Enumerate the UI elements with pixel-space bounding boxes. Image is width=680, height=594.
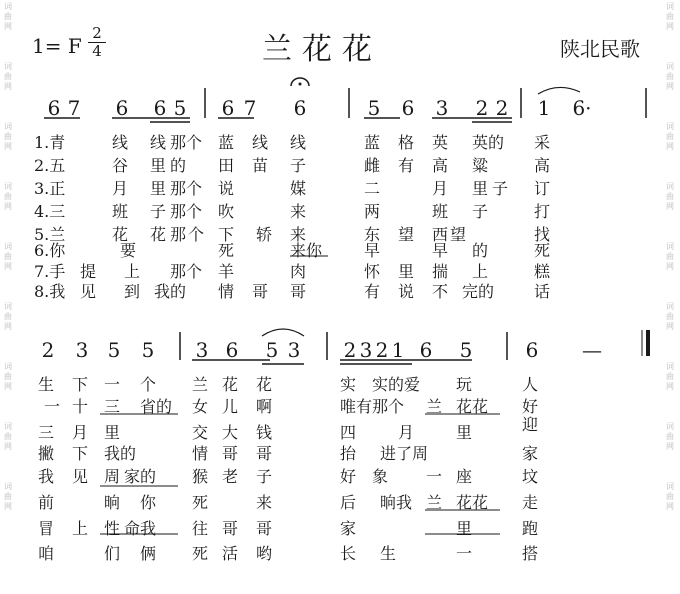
lyric-syllable: 订 (534, 179, 551, 198)
lyric-syllable: 实的爱 (372, 375, 421, 394)
lyric-syllable: 西 (432, 225, 449, 244)
lyric-syllable: 说 (398, 282, 415, 301)
lyric-syllable: 跑 (522, 519, 539, 538)
note: 1 (391, 338, 405, 362)
lyric-syllable: 见 (72, 467, 89, 486)
lyric-syllable: 高 (432, 156, 449, 175)
lyric-syllable: 羊 (218, 262, 235, 281)
lyric-syllable: 苗 (252, 156, 269, 175)
lyric-syllable: 活 (222, 544, 239, 563)
lyric-syllable: 老 (222, 467, 239, 486)
lyric-syllable: 我的 (104, 444, 137, 463)
lyric-syllable: 前 (38, 493, 55, 512)
note: 5 (459, 338, 473, 362)
lyric-syllable: 生 (38, 375, 55, 394)
note: 2 (375, 338, 389, 362)
lyric-syllable: 实 (340, 375, 357, 394)
lyric-syllable: 糕 (534, 262, 551, 281)
lyric-syllable: 死 (192, 544, 209, 563)
lyric-syllable: 交 (192, 423, 209, 442)
lyric-syllable: 轿 (256, 225, 273, 244)
lyric-syllable: 有 (364, 282, 381, 301)
lyric-syllable: 上 (72, 519, 89, 538)
lyric-syllable: 里 (456, 519, 473, 538)
lyric-syllable: 两 (364, 202, 381, 221)
lyric-syllable: 上 (124, 262, 141, 281)
lyric-syllable: 线 (150, 133, 167, 152)
lyric-syllable: 里 (472, 179, 489, 198)
lyric-syllable: 望 (398, 225, 415, 244)
lyric-syllable: 哟 (256, 544, 273, 563)
lyric-syllable: 里 (150, 156, 167, 175)
lyric-syllable: 十 (72, 397, 89, 416)
lyric-syllable: 死 (534, 241, 551, 260)
lyric-syllable: 4.三 (34, 202, 66, 221)
lyric-syllable: 早 (432, 241, 449, 260)
lyric-syllable: 一 (104, 375, 121, 394)
lyric-syllable: 下 (72, 375, 89, 394)
lyric-syllable: 谷 (112, 156, 129, 175)
lyric-syllable: 子 (290, 156, 307, 175)
lyric-syllable: 玩 (456, 375, 473, 394)
lyric-syllable: 那 (170, 225, 187, 244)
lyric-syllable: 里 (104, 423, 121, 442)
lyric-syllable: 班 (112, 202, 129, 221)
watermark-right: 词曲网 词曲网 词曲网 词曲网 词曲网 词曲网 词曲网 词曲网 词曲网 (666, 2, 674, 511)
lyric-syllable: 说 (218, 179, 235, 198)
lyric-syllable: 早 (364, 241, 381, 260)
lyric-syllable: 命我 (124, 519, 157, 538)
lyric-syllable: 象 (372, 467, 389, 486)
lyric-syllable: 长 (340, 544, 357, 563)
lyric-syllable: 二 (364, 179, 381, 198)
lyric-syllable: 兰 (192, 375, 209, 394)
lyric-syllable: 怀 (364, 262, 381, 281)
note: 2 (475, 96, 489, 120)
lyric-syllable: 家 (340, 519, 357, 538)
lyric-syllable: 月 (398, 423, 415, 442)
note: 1 (537, 96, 551, 120)
lyric-syllable: 肉 (290, 262, 307, 281)
lyric-syllable: 哥 (256, 444, 273, 463)
song-title: 兰花花 (262, 32, 382, 67)
lyric-syllable: 啊 (256, 397, 273, 416)
lyric-syllable: 哥 (252, 282, 269, 301)
note: 3 (195, 338, 209, 362)
lyric-syllable: 兰 (426, 397, 443, 416)
lyric-syllable: 进了周 (380, 444, 429, 463)
note: 6 (221, 96, 235, 120)
lyric-syllable: 花 (222, 375, 239, 394)
lyric-syllable: 坟 (522, 467, 539, 486)
note: 6 (115, 96, 129, 120)
lyric-syllable: 死 (218, 241, 235, 260)
lyric-syllable: 线 (112, 133, 129, 152)
lyric-syllable: 哥 (222, 519, 239, 538)
note: 5 (173, 96, 187, 120)
lyric-syllable: 那个 (170, 202, 203, 221)
lyric-syllable: 情 (218, 282, 235, 301)
lyric-syllable: 花花 (456, 397, 489, 416)
lyric-syllable: 望 (450, 225, 467, 244)
lyric-syllable: 女 (192, 397, 209, 416)
note: 5 (265, 338, 279, 362)
lyric-syllable: 迎 (522, 415, 539, 434)
lyric-syllable: 那个 (170, 262, 203, 281)
note: 5 (141, 338, 155, 362)
lyric-syllable: 哥 (256, 519, 273, 538)
lyric-syllable: 花 (256, 375, 273, 394)
lyric-syllable: 媒 (290, 179, 307, 198)
lyric-syllable: 晌 (104, 493, 121, 512)
lyric-syllable: 8.我 (34, 282, 66, 301)
lyric-syllable: 东 (364, 225, 381, 244)
lyric-syllable: 5.兰 (34, 225, 66, 244)
lyric-syllable: 搭 (522, 544, 539, 563)
lyric-syllable: 猴 (192, 467, 209, 486)
lyric-syllable: 下 (218, 225, 235, 244)
lyric-syllable: 四 (340, 423, 357, 442)
lyric-syllable: 晌我 (380, 493, 413, 512)
key-signature: 1= F (32, 34, 82, 58)
lyric-syllable: 走 (522, 493, 539, 512)
lyric-syllable: 来 (290, 225, 307, 244)
lyric-syllable: 好 (340, 467, 357, 486)
lyric-syllable: 咱 (38, 544, 55, 563)
lyric-syllable: 蓝 (364, 133, 381, 152)
note: 2 (495, 96, 509, 120)
lyric-syllable: 月 (432, 179, 449, 198)
note: 6 (419, 338, 433, 362)
lyric-syllable: 线 (252, 133, 269, 152)
lyric-syllable: 粱 (472, 156, 489, 175)
lyric-syllable: 往 (192, 519, 209, 538)
lyric-syllable: 见 (80, 282, 97, 301)
note: 3 (75, 338, 89, 362)
lyric-syllable: 揣 (432, 262, 449, 281)
lyric-syllable: 我的 (154, 282, 187, 301)
lyric-syllable: 话 (534, 282, 551, 301)
lyric-syllable: 唯有那个 (340, 397, 405, 416)
lyric-syllable: 你 (140, 493, 157, 512)
lyric-syllable: 线 (290, 133, 307, 152)
lyric-syllable: 花 (112, 225, 129, 244)
lyric-syllable: 采 (534, 133, 551, 152)
lyric-syllable: 里 (398, 262, 415, 281)
lyric-syllable: 一 (44, 397, 61, 416)
lyric-syllable: 子 (492, 179, 509, 198)
lyric-syllable: 里 (150, 179, 167, 198)
lyric-syllable: 7.手 (34, 262, 66, 281)
lyric-syllable: 吹 (218, 202, 235, 221)
lyric-syllable: 性 (104, 519, 121, 538)
lyric-syllable: 月 (112, 179, 129, 198)
note: 6· (572, 96, 592, 120)
lyric-syllable: 要 (120, 241, 137, 260)
lyric-syllable: 完的 (462, 282, 495, 301)
note: 5 (367, 96, 381, 120)
lyric-syllable: 家 (522, 444, 539, 463)
lyric-syllable: 儿 (222, 397, 239, 416)
lyric-syllable: 生 (380, 544, 397, 563)
lyric-syllable: 三 (38, 423, 55, 442)
note: 7 (67, 96, 81, 120)
lyric-syllable: 上 (472, 262, 489, 281)
note: 7 (243, 96, 257, 120)
lyric-syllable: 6.你 (34, 241, 66, 260)
lyric-syllable: 雌 (364, 156, 381, 175)
note: 2 (41, 338, 55, 362)
lyric-syllable: 我 (38, 467, 55, 486)
note: 6 (153, 96, 167, 120)
lyric-syllable: 一 (456, 544, 473, 563)
lyric-syllable: 大 (222, 423, 239, 442)
lyric-syllable: 提 (80, 262, 97, 281)
lyric-syllable: 死 (192, 493, 209, 512)
lyric-syllable: 班 (432, 202, 449, 221)
lyric-syllable: 冒 (38, 519, 55, 538)
lyric-syllable: 花花 (456, 493, 489, 512)
lyric-syllable: 格 (398, 133, 415, 152)
lyric-syllable: 来你 (290, 241, 323, 260)
lyric-syllable: 人 (522, 375, 539, 394)
lyric-syllable: 里 (456, 423, 473, 442)
lyric-syllable: 月 (72, 423, 89, 442)
lyric-syllable: 哥 (222, 444, 239, 463)
lyric-syllable: 座 (456, 467, 473, 486)
lyric-syllable: 到 (124, 282, 141, 301)
lyric-syllable: 家的 (124, 467, 157, 486)
lyric-syllable: 不 (432, 282, 449, 301)
lyric-syllable: 省的 (140, 397, 173, 416)
lyric-syllable: 1.青 (34, 133, 66, 152)
lyric-syllable: 三 (104, 397, 121, 416)
lyric-syllable: 找 (534, 225, 551, 244)
lyric-syllable: 来 (256, 493, 273, 512)
lyric-syllable: 的 (472, 241, 489, 260)
lyric-syllable: 好 (522, 397, 539, 416)
lyric-syllable: 英的 (472, 133, 505, 152)
lyric-syllable: 情 (192, 444, 209, 463)
note: 5 (107, 338, 121, 362)
lyric-syllable: 后 (340, 493, 357, 512)
time-signature-bottom: 4 (92, 42, 102, 60)
lyric-syllable: 高 (534, 156, 551, 175)
time-signature-top: 2 (92, 24, 102, 42)
note: 2 (343, 338, 357, 362)
lyric-syllable: 子 (256, 467, 273, 486)
lyric-syllable: 蓝 (218, 133, 235, 152)
lyric-syllable: 们 (104, 544, 121, 563)
lyric-syllable: 个 (140, 375, 157, 394)
lyric-syllable: 哥 (290, 282, 307, 301)
lyric-syllable: 周 (104, 467, 121, 486)
watermark-left: 词曲网 词曲网 词曲网 词曲网 词曲网 词曲网 词曲网 词曲网 词曲网 (4, 2, 12, 511)
song-source: 陕北民歌 (560, 37, 640, 61)
lyric-syllable: 花 (150, 225, 167, 244)
lyric-syllable: 撇 (38, 444, 55, 463)
note: 3 (287, 338, 301, 362)
lyric-syllable: 钱 (256, 423, 273, 442)
note: 6 (47, 96, 61, 120)
lyric-syllable: 子 (150, 202, 167, 221)
lyric-syllable: 兰 (426, 493, 443, 512)
lyric-syllable: 田 (218, 156, 235, 175)
lyric-syllable: 抬 (340, 444, 357, 463)
note: 6 (525, 338, 539, 362)
note: 3 (435, 96, 449, 120)
lyric-syllable: 2.五 (34, 156, 66, 175)
lyric-syllable: 一 (426, 467, 443, 486)
note: 6 (401, 96, 415, 120)
lyric-syllable: 下 (72, 444, 89, 463)
lyric-syllable: 俩 (140, 544, 157, 563)
lyric-syllable: 3.正 (34, 179, 66, 198)
note: — (582, 338, 602, 362)
lyric-syllable: 英 (432, 133, 449, 152)
lyric-syllable: 子 (472, 202, 489, 221)
lyric-syllable: 个 (188, 225, 205, 244)
lyric-syllable: 来 (290, 202, 307, 221)
note: 6 (225, 338, 239, 362)
lyric-syllable: 那个 (170, 133, 203, 152)
lyric-syllable: 那个 (170, 179, 203, 198)
lyric-syllable: 有 (398, 156, 415, 175)
note: 3 (359, 338, 373, 362)
lyric-syllable: 的 (170, 156, 187, 175)
note: 6 (293, 96, 307, 120)
lyric-syllable: 打 (534, 202, 551, 221)
